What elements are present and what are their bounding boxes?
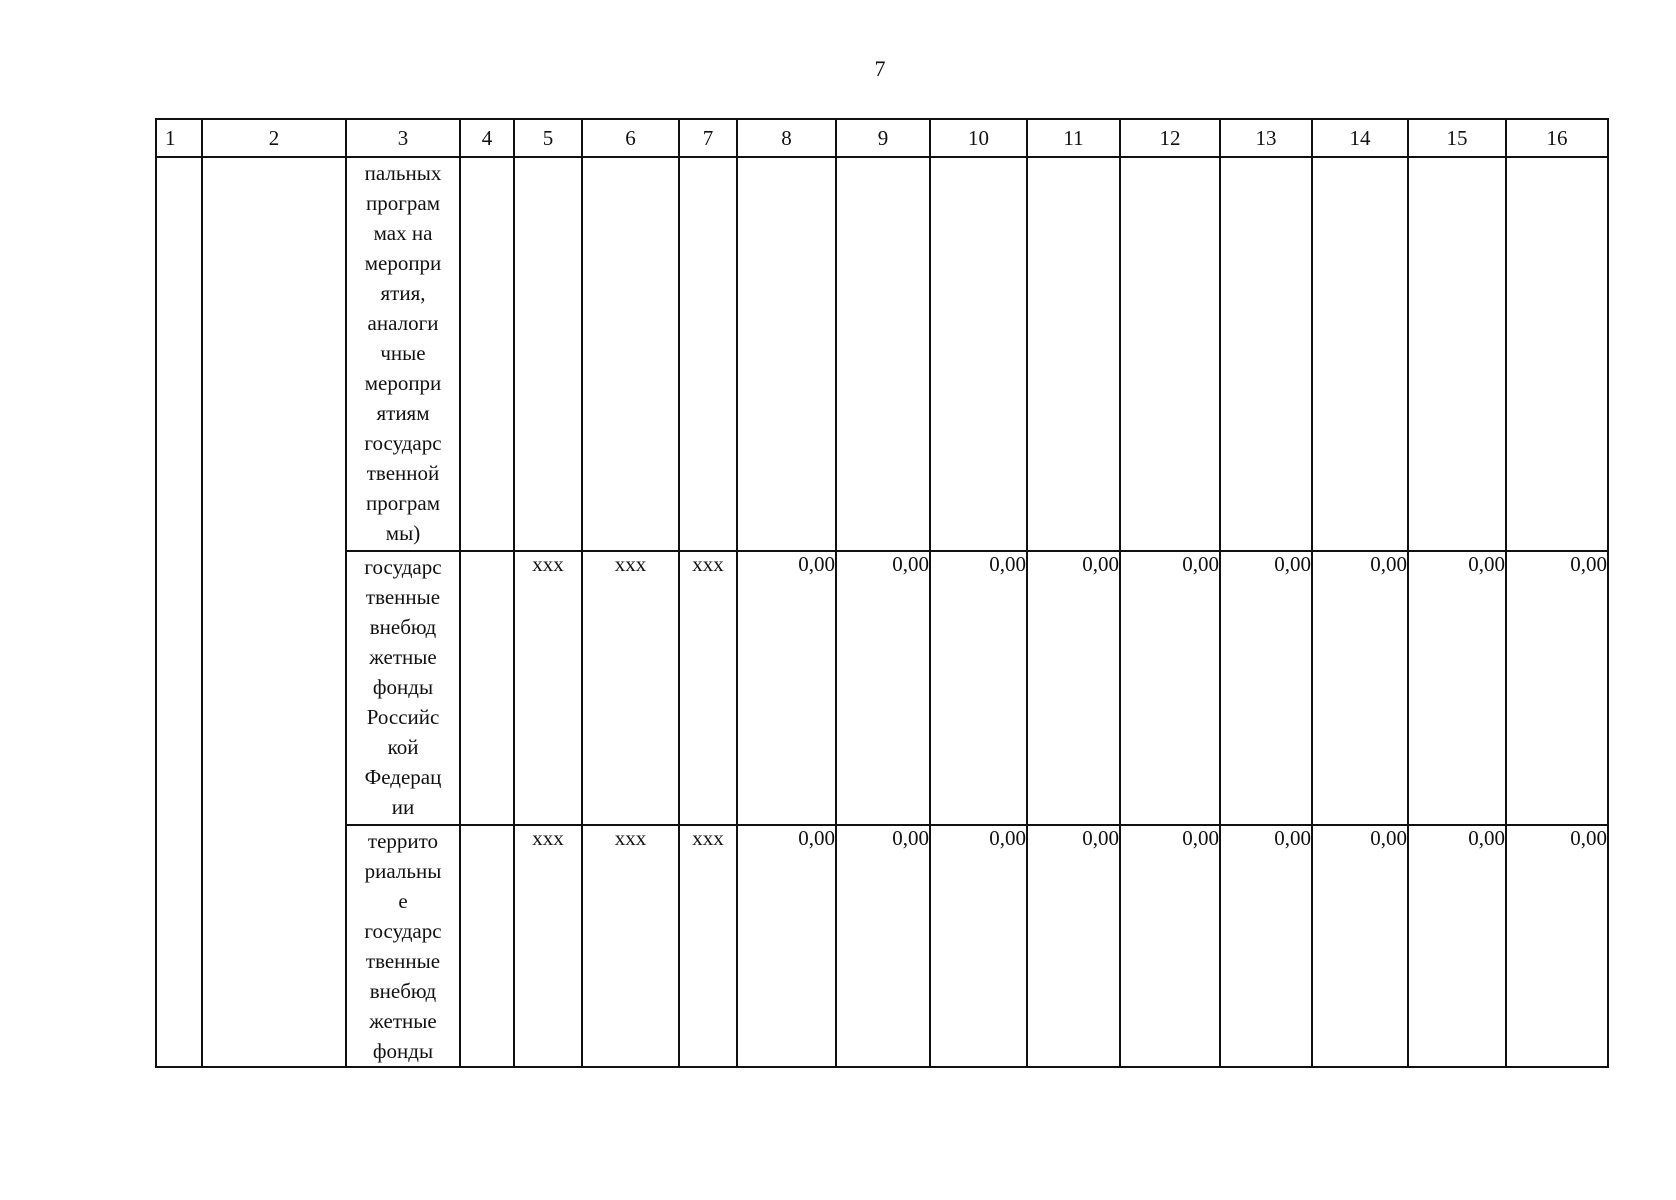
value-cell	[1506, 157, 1608, 551]
value-cell	[1408, 157, 1506, 551]
header-cell: 13	[1220, 119, 1312, 157]
description-line: ии	[391, 795, 415, 819]
description-line: жетные	[369, 1009, 437, 1033]
description-cell	[346, 157, 460, 551]
description-line: фонды	[372, 675, 434, 699]
header-cell: 16	[1506, 119, 1608, 157]
value-cell	[930, 157, 1027, 551]
header-cell: 3	[346, 119, 460, 157]
description-line: аналоги	[367, 311, 439, 335]
budget-table	[155, 118, 1609, 1068]
header-cell: 7	[679, 119, 737, 157]
value-cell	[1312, 157, 1408, 551]
header-cell: 9	[836, 119, 930, 157]
header-cell: 8	[737, 119, 836, 157]
value-cell: 0,00	[930, 551, 1027, 825]
description-line: твенной	[366, 461, 440, 485]
value-cell: 0,00	[737, 551, 836, 825]
header-cell: 1	[156, 119, 202, 157]
header-cell: 10	[930, 119, 1027, 157]
col4-cell	[460, 157, 514, 551]
col6-cell: xxx	[582, 825, 679, 1067]
description-line: внебюд	[369, 979, 437, 1003]
value-cell	[836, 157, 930, 551]
description-line: фонды	[372, 1039, 434, 1063]
table-row	[156, 157, 1608, 551]
col6-cell: xxx	[582, 551, 679, 825]
description-line: внебюд	[369, 615, 437, 639]
header-cell: 15	[1408, 119, 1506, 157]
header-cell: 11	[1027, 119, 1120, 157]
description-line: кой	[387, 735, 419, 759]
description-line: програм	[366, 491, 440, 515]
value-cell: 0,00	[737, 825, 836, 1067]
description-line: риальны	[364, 859, 442, 883]
col7-cell: xxx	[679, 825, 737, 1067]
page-number: 7	[874, 56, 886, 81]
description-line: меропри	[364, 371, 442, 395]
value-cell: 0,00	[836, 825, 930, 1067]
description-cell	[346, 551, 460, 825]
description-line: ятиям	[376, 401, 430, 425]
col2-cell	[202, 157, 346, 1067]
description-line: ятия,	[380, 281, 426, 305]
header-cell: 5	[514, 119, 582, 157]
description-line: пальных	[364, 161, 442, 185]
col4-cell	[460, 825, 514, 1067]
value-cell	[1027, 157, 1120, 551]
value-cell: 0,00	[1027, 551, 1120, 825]
value-cell: 0,00	[1220, 825, 1312, 1067]
col7-cell	[679, 157, 737, 551]
value-cell: 0,00	[1506, 825, 1608, 1067]
col5-cell: xxx	[514, 825, 582, 1067]
description-line: жетные	[369, 645, 437, 669]
table-row	[156, 551, 1608, 825]
value-cell: 0,00	[836, 551, 930, 825]
value-cell	[1120, 157, 1220, 551]
description-line: чные	[380, 341, 426, 365]
value-cell: 0,00	[1408, 825, 1506, 1067]
value-cell: 0,00	[1312, 551, 1408, 825]
header-row	[156, 119, 1608, 157]
header-cell: 4	[460, 119, 514, 157]
description-line: государс	[364, 919, 442, 943]
description-cell	[346, 825, 460, 1067]
description-line: твенные	[365, 949, 441, 973]
value-cell: 0,00	[1312, 825, 1408, 1067]
value-cell: 0,00	[1408, 551, 1506, 825]
description-line: програм	[366, 191, 440, 215]
header-cell: 14	[1312, 119, 1408, 157]
value-cell: 0,00	[1027, 825, 1120, 1067]
table-row	[156, 825, 1608, 1067]
col5-cell: xxx	[514, 551, 582, 825]
col7-cell: xxx	[679, 551, 737, 825]
col1-cell	[156, 157, 202, 1067]
header-cell: 6	[582, 119, 679, 157]
description-line: мах на	[373, 221, 433, 245]
value-cell	[737, 157, 836, 551]
description-line: государс	[364, 555, 442, 579]
value-cell	[1220, 157, 1312, 551]
col6-cell	[582, 157, 679, 551]
description-line: меропри	[364, 251, 442, 275]
description-line: государс	[364, 431, 442, 455]
value-cell: 0,00	[1120, 825, 1220, 1067]
description-line: террито	[367, 829, 439, 853]
value-cell: 0,00	[1120, 551, 1220, 825]
description-line: Федерац	[364, 765, 442, 789]
header-cell: 12	[1120, 119, 1220, 157]
header-cell: 2	[202, 119, 346, 157]
description-line: Российс	[366, 705, 440, 729]
value-cell: 0,00	[930, 825, 1027, 1067]
description-line: е	[398, 889, 408, 913]
description-line: твенные	[365, 585, 441, 609]
col5-cell	[514, 157, 582, 551]
value-cell: 0,00	[1506, 551, 1608, 825]
col4-cell	[460, 551, 514, 825]
description-line: мы)	[385, 521, 421, 545]
value-cell: 0,00	[1220, 551, 1312, 825]
